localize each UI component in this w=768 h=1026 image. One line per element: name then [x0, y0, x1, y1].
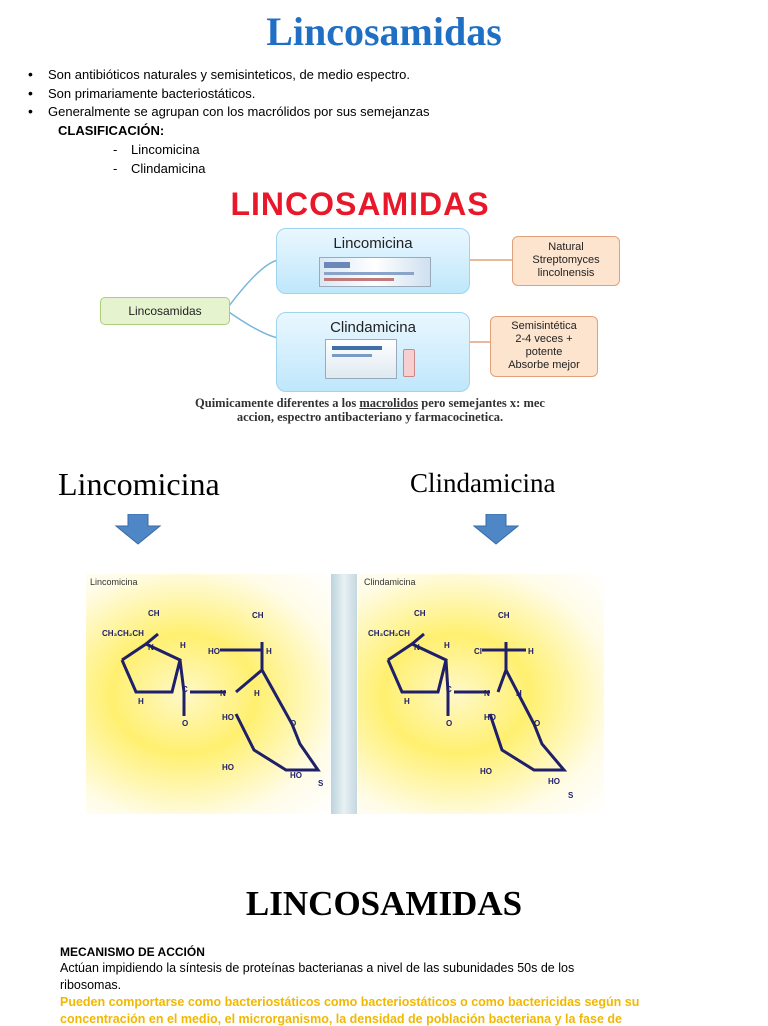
- svg-text:HO: HO: [222, 763, 234, 772]
- vial-image: [403, 349, 415, 377]
- section-heading: LINCOSAMIDAS: [245, 884, 523, 923]
- svg-text:H: H: [516, 689, 522, 698]
- svg-text:C: C: [446, 685, 452, 694]
- diagram-root-node: Lincosamidas: [100, 297, 230, 325]
- diagram-caption: Quimicamente diferentes a los macrolidos pero semejantes x: mec accion, espectro antibacteriano y farmacocinetica.: [195, 396, 545, 424]
- lincomicina-structure-panel: [86, 574, 330, 814]
- svg-text:CH₃CH₂CH: CH₃CH₂CH: [102, 629, 144, 638]
- lincomicina-molecule: [86, 574, 330, 814]
- diagram-node-lincomicina: Lincomicina: [276, 228, 470, 294]
- bullet-item: • Son antibióticos naturales y semisinteticos, de medio espectro.: [28, 66, 430, 85]
- svg-text:S: S: [318, 779, 324, 788]
- svg-text:HO: HO: [484, 713, 496, 722]
- svg-text:H: H: [180, 641, 186, 650]
- svg-text:O: O: [182, 719, 189, 728]
- lincosamidas-diagram: [90, 184, 650, 424]
- svg-text:CH: CH: [148, 609, 160, 618]
- svg-text:O: O: [290, 719, 297, 728]
- svg-text:HO: HO: [548, 777, 560, 786]
- divider-strip: [331, 574, 357, 814]
- note-clindamicina: Semisintética 2-4 veces + potente Absorbe mejor: [490, 316, 598, 377]
- mecanismo-text: ribosomas.: [60, 978, 122, 992]
- svg-text:O: O: [446, 719, 453, 728]
- svg-text:N: N: [148, 643, 154, 652]
- svg-text:CH: CH: [498, 611, 510, 620]
- diagram-node-clindamicina: Clindamicina: [276, 312, 470, 392]
- mecanismo-text: Actúan impidiendo la síntesis de proteínas bacterianas a nivel de las subunidades 50s de los: [60, 961, 575, 975]
- svg-text:CH: CH: [252, 611, 264, 620]
- clasificacion-heading: CLASIFICACIÓN:: [58, 123, 165, 138]
- bullet-item: • Generalmente se agrupan con los macrólidos por sus semejanzas: [28, 103, 430, 122]
- svg-text:HO: HO: [222, 713, 234, 722]
- svg-text:H: H: [254, 689, 260, 698]
- svg-text:H: H: [404, 697, 410, 706]
- page-title: Lincosamidas: [266, 9, 502, 54]
- highlight-text: Pueden comportarse como bacteriostáticos como bacteriostáticos o como bactericidas según su: [60, 995, 640, 1009]
- svg-text:Cl: Cl: [474, 647, 482, 656]
- intro-bullets: [28, 66, 430, 122]
- svg-text:HO: HO: [208, 647, 220, 656]
- note-lincomicina: Natural Streptomyces lincolnensis: [512, 236, 620, 286]
- down-arrow-icon: [472, 514, 520, 546]
- highlight-text: concentración en el medio, el microrganismo, la densidad de población bacteriana y la fase de: [60, 1012, 622, 1026]
- svg-text:N: N: [484, 689, 490, 698]
- svg-text:S: S: [568, 791, 574, 800]
- panel-label: Lincomicina: [90, 577, 138, 587]
- svg-text:H: H: [528, 647, 534, 656]
- mecanismo-label: MECANISMO DE ACCIÓN: [60, 945, 205, 959]
- svg-text:N: N: [414, 643, 420, 652]
- svg-text:H: H: [138, 697, 144, 706]
- svg-text:CH: CH: [414, 609, 426, 618]
- svg-text:C: C: [182, 685, 188, 694]
- svg-text:O: O: [534, 719, 541, 728]
- drug-box-image: [325, 339, 397, 379]
- down-arrow-icon: [114, 514, 162, 546]
- clindamicina-heading: Clindamicina: [410, 468, 556, 498]
- svg-text:H: H: [266, 647, 272, 656]
- clindamicina-molecule: [358, 574, 604, 814]
- svg-text:HO: HO: [480, 767, 492, 776]
- panel-label: Clindamicina: [364, 577, 416, 587]
- lincomicina-heading: Lincomicina: [58, 466, 220, 502]
- svg-text:CH₃CH₂CH: CH₃CH₂CH: [368, 629, 410, 638]
- clindamicina-structure-panel: [358, 574, 604, 814]
- svg-text:H: H: [444, 641, 450, 650]
- svg-text:N: N: [220, 689, 226, 698]
- svg-text:HO: HO: [290, 771, 302, 780]
- diagram-title: LINCOSAMIDAS: [230, 186, 490, 222]
- drug-box-image: [319, 257, 431, 287]
- bullet-item: • Son primariamente bacteriostáticos.: [28, 85, 430, 104]
